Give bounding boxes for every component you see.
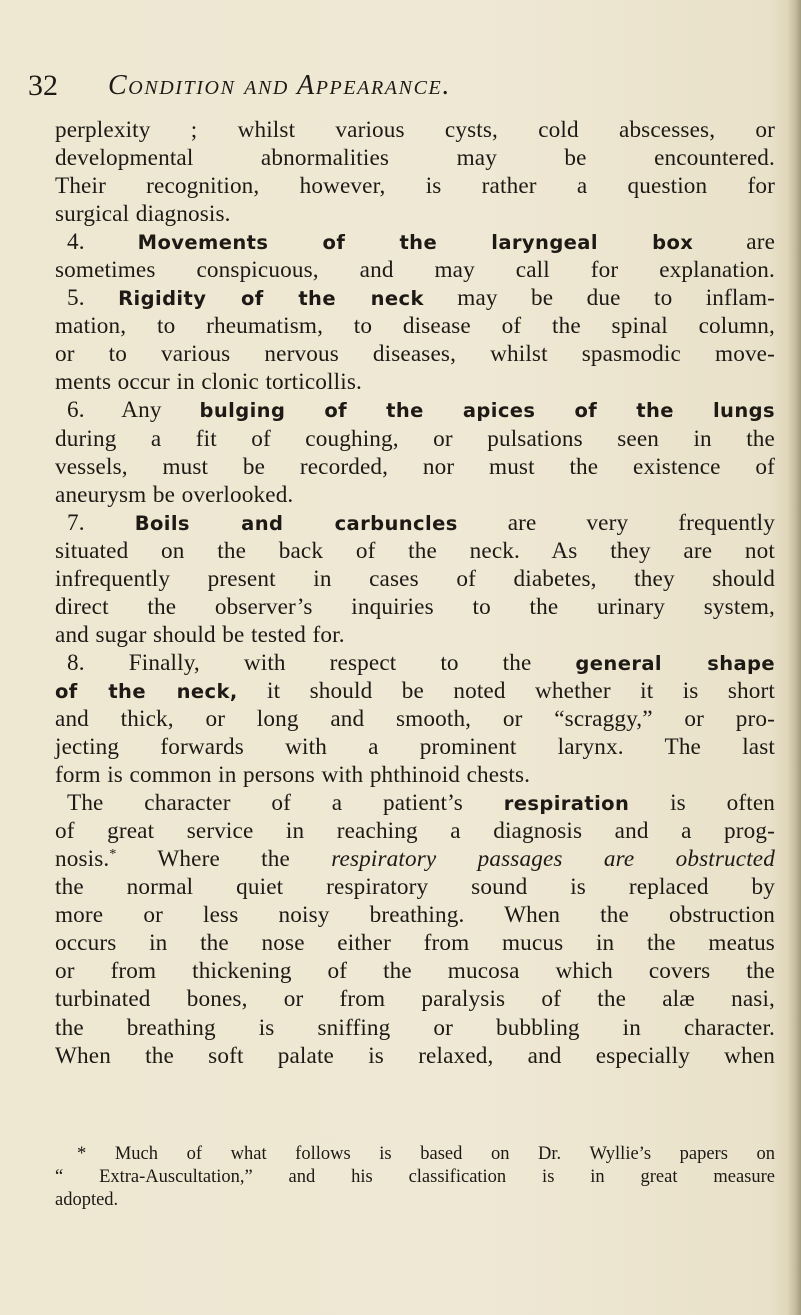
- section-heading: general shape: [575, 651, 776, 675]
- text-line: more or less noisy breathing. When the obstruction: [55, 902, 775, 929]
- text-fragment: it should be noted whether it is short: [267, 677, 776, 704]
- text-line: during a fit of coughing, or pulsations seen in the: [55, 425, 775, 452]
- text-fragment: nosis.: [55, 846, 110, 873]
- text-line: developmental abnormalities may be encountered.: [55, 145, 775, 172]
- text-line: Their recognition, however, is rather a question for: [55, 173, 775, 200]
- text-line: occurs in the nose either from mucus in the meatus: [55, 930, 775, 957]
- section-heading: Boils and carbuncles: [134, 511, 458, 535]
- text-line: surgical diagnosis.: [55, 201, 231, 228]
- text-line: sometimes conspicuous, and may call for explanation.: [55, 257, 775, 284]
- text-fragment: are very frequently: [507, 509, 775, 536]
- text-line: of great service in reaching a diagnosis and a prog-: [55, 818, 775, 845]
- page-number: 32: [28, 69, 58, 102]
- section-heading: bulging of the apices of the lungs: [199, 399, 775, 423]
- text-fragment: Finally, with respect to the: [128, 649, 532, 676]
- paragraph-5-line: [55, 284, 775, 312]
- text-line: vessels, must be recorded, nor must the existence of: [55, 453, 775, 480]
- text-line: the breathing is sniffing or bubbling in character.: [55, 1014, 775, 1041]
- text-fragment: may be due to inflam-: [457, 285, 776, 312]
- text-line: [55, 677, 775, 705]
- section-heading: Movements of the laryngeal box: [137, 231, 694, 255]
- footnote-line: adopted.: [55, 1190, 119, 1210]
- paragraph-number: 7.: [67, 509, 85, 536]
- text-line: or from thickening of the mucosa which covers the: [55, 958, 775, 985]
- text-line: jecting forwards with a prominent larynx. The last: [55, 734, 775, 761]
- text-line: the normal quiet respiratory sound is replaced by: [55, 874, 775, 901]
- footnote: [55, 1143, 775, 1212]
- text-line: turbinated bones, or from paralysis of the alæ nasi,: [55, 986, 775, 1013]
- text-line: and sugar should be tested for.: [55, 621, 345, 648]
- emphasis-text: respiratory passages are obstructed: [331, 846, 775, 873]
- text-line: and thick, or long and smooth, or “scraggy,” or pro-: [55, 705, 775, 732]
- text-fragment: is often: [670, 790, 776, 817]
- paragraph-7-line: [55, 509, 775, 537]
- text-fragment: The character of a patient’s: [67, 790, 463, 817]
- section-heading: of the neck,: [55, 679, 238, 703]
- page-header: [28, 66, 718, 106]
- text-line: perplexity ; whilst various cysts, cold abscesses, or: [55, 117, 775, 143]
- text-fragment: Any: [121, 397, 162, 424]
- footnote-line: * Much of what follows is based on Dr. Wyllie’s papers on: [77, 1144, 775, 1164]
- paragraph-6-line: [55, 396, 775, 424]
- paragraph-4-line: [55, 228, 775, 256]
- paragraph-number: 4.: [67, 229, 85, 256]
- text-line: or to various nervous diseases, whilst spasmodic move-: [55, 341, 775, 368]
- text-line: mation, to rheumatism, to disease of the spinal column,: [55, 313, 775, 340]
- paragraph-8-line: [55, 649, 775, 677]
- text-line: form is common in persons with phthinoid chests.: [55, 762, 531, 789]
- page-edge-shadow: [787, 0, 801, 1315]
- text-fragment: Where the: [116, 846, 290, 873]
- body-text: [55, 116, 775, 1070]
- text-line: ments occur in clonic torticollis.: [55, 369, 362, 396]
- text-line: situated on the back of the neck. As they are not: [55, 537, 775, 564]
- text-line: direct the observer’s inquiries to the urinary system,: [55, 593, 775, 620]
- section-heading: respiration: [503, 792, 630, 816]
- footnote-marker: *: [109, 847, 117, 863]
- section-heading: Rigidity of the neck: [118, 287, 424, 311]
- paragraph-number: 6.: [67, 397, 85, 424]
- text-line: When the soft palate is relaxed, and especially when: [55, 1042, 775, 1069]
- text-line: aneurysm be overlooked.: [55, 481, 294, 508]
- text-fragment: are: [746, 229, 776, 256]
- paragraph-number: 5.: [67, 285, 85, 312]
- paragraph-9-line: [55, 789, 775, 817]
- paragraph-number: 8.: [67, 649, 85, 676]
- text-line: infrequently present in cases of diabetes, they should: [55, 565, 775, 592]
- footnote-line: “ Extra-Auscultation,” and his classification is in great measure: [55, 1167, 775, 1187]
- running-head: Condition and Appearance.: [108, 70, 451, 101]
- text-line: [55, 845, 775, 873]
